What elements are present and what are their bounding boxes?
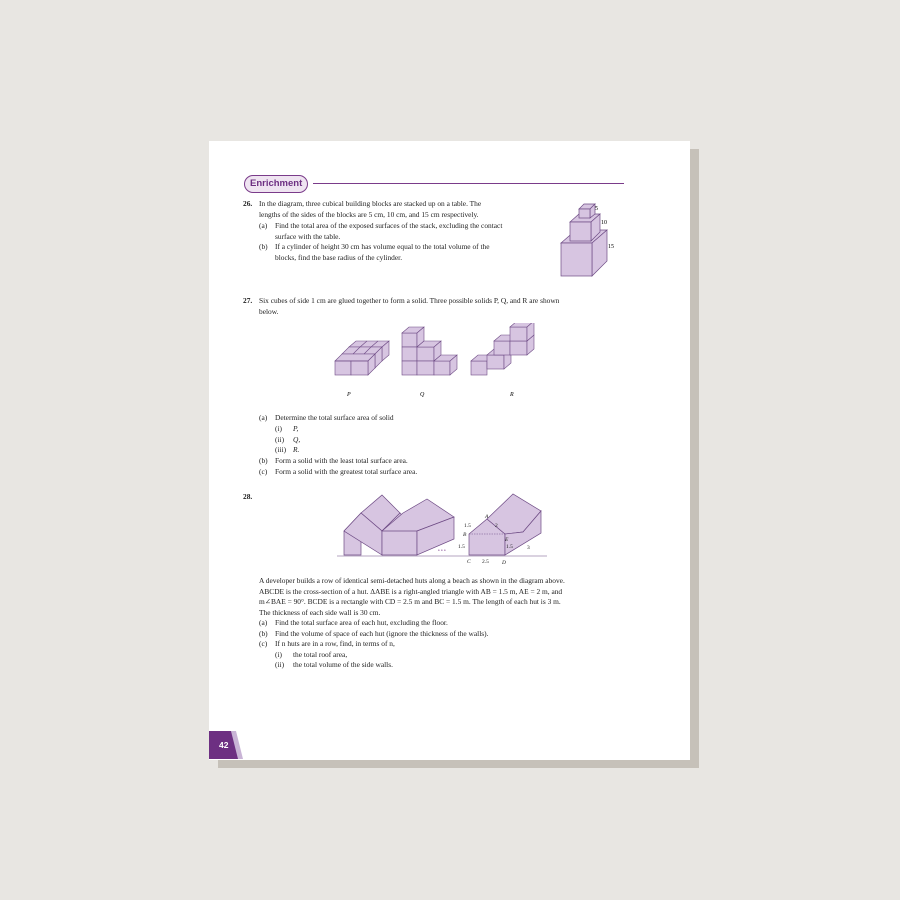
huts-figure bbox=[337, 489, 547, 571]
q27-iii-text: R. bbox=[293, 445, 300, 454]
q28-ci-label: (i) bbox=[275, 650, 282, 659]
q28-number: 28. bbox=[243, 492, 253, 501]
stacked-cubes-figure bbox=[554, 197, 624, 279]
label-length: 3 bbox=[527, 545, 530, 551]
q27-ii-text: Q, bbox=[293, 435, 301, 444]
label-p: P bbox=[347, 392, 351, 398]
q28-c-label: (c) bbox=[259, 639, 268, 648]
q28-b-text: Find the volume of space of each hut (ignore the thickness of the walls). bbox=[275, 629, 489, 638]
q26-b-line2: blocks, find the base radius of the cylinder. bbox=[275, 253, 403, 262]
solid-r bbox=[471, 323, 534, 375]
q27-iii-label: (iii) bbox=[275, 445, 287, 454]
q28-cii-label: (ii) bbox=[275, 660, 285, 669]
vertex-a: A bbox=[485, 514, 489, 520]
q26-number: 26. bbox=[243, 199, 253, 208]
solid-q bbox=[402, 327, 457, 375]
label-q: Q bbox=[420, 392, 425, 398]
q27-a-label: (a) bbox=[259, 413, 268, 422]
q28-a-label: (a) bbox=[259, 618, 268, 627]
q28-line3: m∠BAE = 90°. BCDE is a rectangle with CD = 2.5 m and BC = 1.5 m. The length of each hut is 3 m. bbox=[259, 597, 561, 606]
label-ae: 2 bbox=[495, 523, 498, 529]
q28-a-text: Find the total surface area of each hut, excluding the floor. bbox=[275, 618, 448, 627]
q27-intro-line1: Six cubes of side 1 cm are glued together to form a solid. Three possible solids P, Q, and R are shown bbox=[259, 296, 560, 305]
label-large-side: 15 bbox=[608, 244, 614, 250]
label-cd: 2.5 bbox=[482, 559, 489, 565]
vertex-b: B bbox=[463, 532, 467, 538]
section-badge: Enrichment bbox=[244, 175, 308, 193]
q27-a-text: Determine the total surface area of solid bbox=[275, 413, 394, 422]
label-mid-side: 10 bbox=[601, 220, 607, 226]
solids-pqr-figure bbox=[327, 323, 547, 403]
q27-i-label: (i) bbox=[275, 424, 282, 433]
q28-ci-text: the total roof area, bbox=[293, 650, 348, 659]
q26-b-label: (b) bbox=[259, 242, 268, 251]
solid-p bbox=[335, 341, 389, 375]
page-number: 42 bbox=[219, 740, 229, 750]
q28-line4: The thickness of each side wall is 30 cm. bbox=[259, 608, 381, 617]
q27-intro-line2: below. bbox=[259, 307, 279, 316]
q28-b-label: (b) bbox=[259, 629, 268, 638]
label-small-side: 5 bbox=[595, 206, 598, 212]
q27-i-text: P, bbox=[293, 424, 299, 433]
q28-line1: A developer builds a row of identical semi-detached huts along a beach as shown in the diagram above. bbox=[259, 576, 565, 585]
q27-b-text: Form a solid with the least total surface area. bbox=[275, 456, 408, 465]
q27-c-label: (c) bbox=[259, 467, 268, 476]
label-r: R bbox=[510, 392, 514, 398]
q26-a-line1: Find the total area of the exposed surfaces of the stack, excluding the contact bbox=[275, 221, 503, 230]
q26-intro-line1: In the diagram, three cubical building blocks are stacked up on a table. The bbox=[259, 199, 482, 208]
q28-line2: ABCDE is the cross-section of a hut. ΔABE is a right-angled triangle with AB = 1.5 m, AE = 2 m, and bbox=[259, 587, 563, 596]
q27-c-text: Form a solid with the greatest total surface area. bbox=[275, 467, 418, 476]
q26-b-line1: If a cylinder of height 30 cm has volume equal to the total volume of the bbox=[275, 242, 490, 251]
continuation-dots: • • • bbox=[438, 549, 446, 554]
label-bc: 1.5 bbox=[458, 544, 465, 550]
q28-c-text: If n huts are in a row, find, in terms of n, bbox=[275, 639, 395, 648]
q27-b-label: (b) bbox=[259, 456, 268, 465]
q26-intro-line2: lengths of the sides of the blocks are 5 cm, 10 cm, and 15 cm respectively. bbox=[259, 210, 479, 219]
q26-a-label: (a) bbox=[259, 221, 268, 230]
vertex-d: D bbox=[502, 560, 506, 566]
vertex-c: C bbox=[467, 559, 471, 565]
textbook-page bbox=[209, 141, 690, 760]
q27-ii-label: (ii) bbox=[275, 435, 285, 444]
section-rule bbox=[313, 183, 624, 184]
q28-cii-text: the total volume of the side walls. bbox=[293, 660, 393, 669]
q27-number: 27. bbox=[243, 296, 253, 305]
label-de: 1.5 bbox=[506, 544, 513, 550]
label-ab: 1.5 bbox=[464, 523, 471, 529]
vertex-e: E bbox=[505, 537, 509, 543]
q26-a-line2: surface with the table. bbox=[275, 232, 341, 241]
